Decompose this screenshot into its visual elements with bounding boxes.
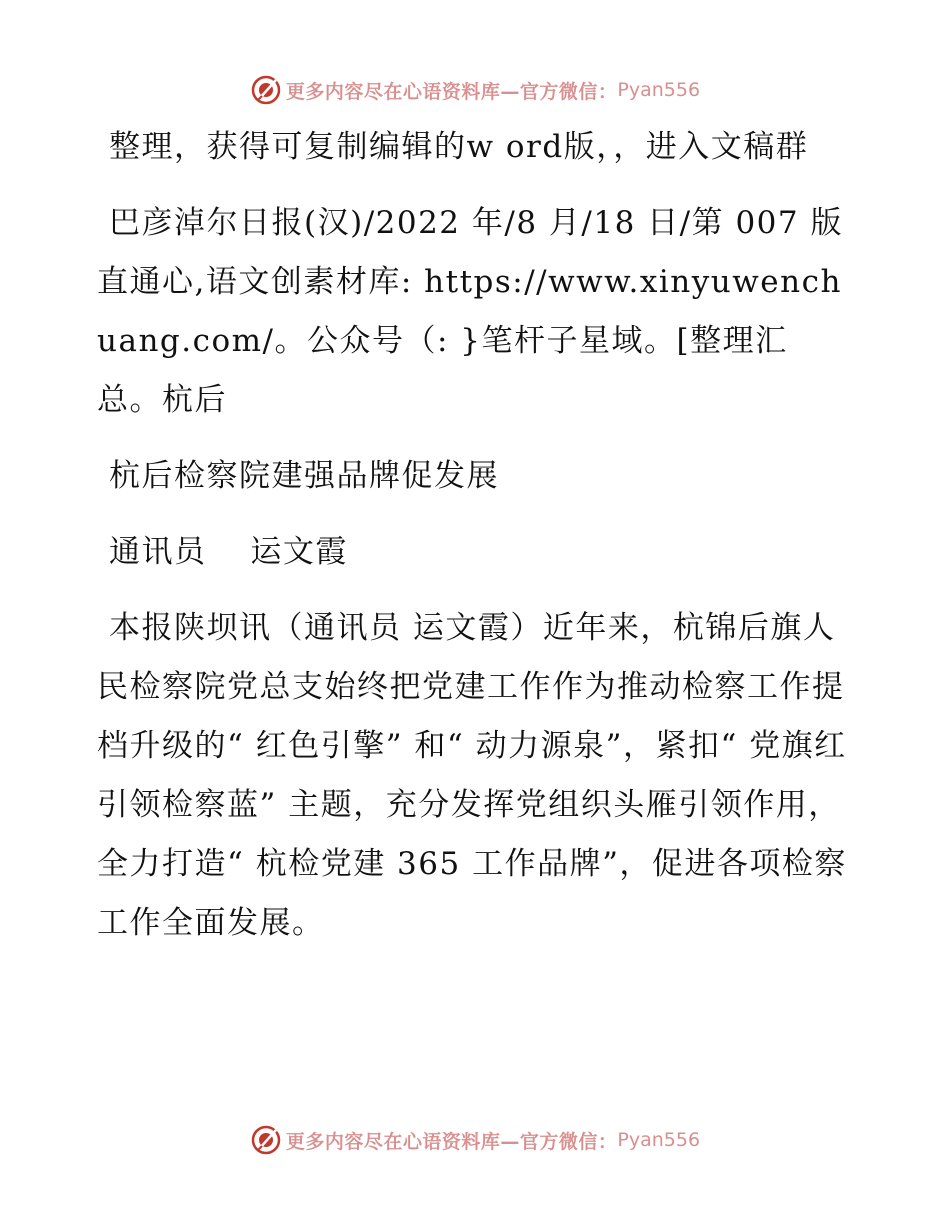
paragraph-lead: 本报陕坝讯（通讯员 运文霞）近年来，杭锦后旗人民检察院党总支始终把党建工作作为推动检察工作提档升级的“ 红色引擎” 和“ 动力源泉”，紧扣“ 党旗红引领检察蓝” 主题，充分发挥党组织头雁引领作用，全力打造“ 杭检党建 365 工作品牌”，促进各项检察工作全面发展。 — [97, 610, 847, 941]
article-title: 杭后检察院建强品牌促发展 — [109, 458, 499, 494]
article-byline: 通讯员 运文霞 — [109, 534, 348, 570]
header-banner — [0, 70, 950, 110]
banner-text: 更多内容尽在心语资料库—官方微信： — [285, 80, 618, 103]
paragraph-source: 巴彦淖尔日报(汉)/2022 年/8 月/18 日/第 007 版直通心,语文创素材库: https://www.xinyuwenchuang.com/。公众号（: }笔杆子星域。[整理汇总。杭后 — [97, 205, 843, 418]
footer-banner — [0, 1120, 950, 1160]
pen-logo-icon — [250, 74, 282, 106]
wechat-id: Pyan556 — [617, 1129, 701, 1151]
paragraph-intro: 整理，获得可复制编辑的w ord版，，进入文稿群 — [109, 129, 809, 165]
banner-text: 更多内容尽在心语资料库—官方微信： — [285, 1130, 618, 1153]
document-body — [97, 118, 849, 970]
pen-logo-icon — [250, 1124, 282, 1156]
wechat-id: Pyan556 — [617, 79, 701, 101]
